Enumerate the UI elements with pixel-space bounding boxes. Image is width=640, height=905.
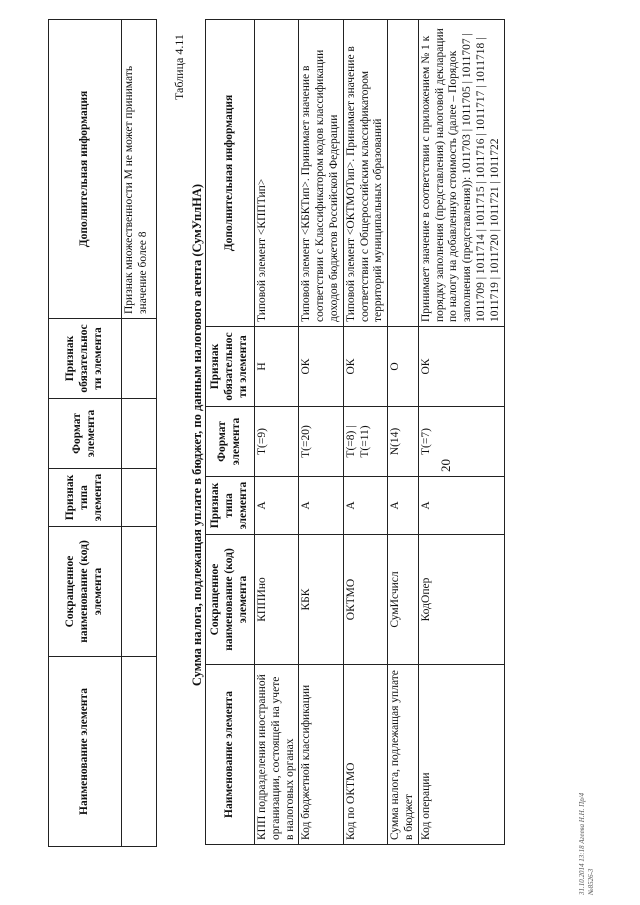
table-cell: КПП подразделения иностранной организации, состоящей на учете в налоговых органах	[255, 665, 299, 845]
header-cell: Наименование элемента	[206, 665, 255, 845]
header-cell: Признак обязательности элемента	[49, 319, 122, 399]
table-cell: T(=9)	[255, 407, 299, 477]
header-cell: Дополнительная информация	[206, 20, 255, 327]
table-cell: Принимает значение в соответствии с приложением № 1 к порядку заполнения (представления) налоговой декларации по налогу на добавленную стоимость (далее – Порядок заполнения (представления)): 1011703 | 1011705 | 1011707 | 1011709 | 1011714 | 1011715 | 1011716 | 1011717 | 1011718 | 1011719 | 1011720 | 1011721 | 1011722	[418, 20, 504, 327]
main-table	[205, 19, 505, 845]
table-cell: А	[388, 477, 419, 535]
table-cell: T(=7)	[418, 407, 504, 477]
header-cell: Наименование элемента	[49, 657, 122, 847]
table-cell: Код операции	[418, 665, 504, 845]
table-cell	[388, 20, 419, 327]
table-cell: А	[418, 477, 504, 535]
table-row	[122, 20, 157, 847]
header-cell: Дополнительная информация	[49, 20, 122, 319]
table-cell: Код бюджетной классификации	[299, 665, 343, 845]
table-cell: Код по ОКТМО	[343, 665, 387, 845]
table-cell: Признак множественности М не может принимать значение более 8	[122, 20, 157, 319]
table-cell: ОКТМО	[343, 535, 387, 665]
table-cell: ОК	[418, 327, 504, 407]
table-cell: КППИно	[255, 535, 299, 665]
table-cell: СумИсчисл	[388, 535, 419, 665]
table-cell: ОК	[343, 327, 387, 407]
table-cell	[122, 469, 157, 527]
table-cell: T(=20)	[299, 407, 343, 477]
footer-stamp: 31.10.2014 13:18 Агеева Н.Н. Пр/4 №8526-3	[578, 792, 595, 895]
table-cell: N(14)	[388, 407, 419, 477]
table-cell: T(=8) | T(=11)	[343, 407, 387, 477]
header-cell: Сокращенное наименование (код) элемента	[206, 535, 255, 665]
table-cell	[122, 399, 157, 469]
header-cell: Формат элемента	[206, 407, 255, 477]
header-cell: Признак обязательности элемента	[206, 327, 255, 407]
table-caption: Сумма налога, подлежащая уплате в бюджет, по данным налогового агента (СумУплНА)	[190, 183, 204, 687]
table-cell: Сумма налога, подлежащая уплате в бюджет	[388, 665, 419, 845]
table-label: Таблица 4.11	[172, 34, 186, 100]
header-cell: Сокращенное наименование (код) элемента	[49, 527, 122, 657]
table-cell: Типовой элемент <ОКТМОТип>. Принимает значение в соответствии с Общероссийским классификатором территорий муниципальных образований	[343, 20, 387, 327]
table-cell: Типовой элемент <КППТип>	[255, 20, 299, 327]
table-cell: ОК	[299, 327, 343, 407]
header-cell: Признак типа элемента	[206, 477, 255, 535]
top-table	[48, 19, 157, 847]
table-cell: О	[388, 327, 419, 407]
table-row	[418, 20, 504, 845]
table-cell: КБК	[299, 535, 343, 665]
page-number: 20	[438, 459, 453, 472]
table-row	[343, 20, 387, 845]
table-row	[388, 20, 419, 845]
header-cell: Формат элемента	[49, 399, 122, 469]
table-cell	[122, 657, 157, 847]
header-cell: Признак типа элемента	[49, 469, 122, 527]
top-table-header-row	[49, 20, 122, 847]
main-table-header-row	[206, 20, 255, 845]
table-cell: Н	[255, 327, 299, 407]
table-row	[255, 20, 299, 845]
table-cell: А	[255, 477, 299, 535]
table-cell	[122, 527, 157, 657]
table-cell: А	[343, 477, 387, 535]
table-row	[299, 20, 343, 845]
table-cell: А	[299, 477, 343, 535]
table-cell: КодОпер	[418, 535, 504, 665]
table-cell: Типовой элемент <КБКТип>. Принимает значение в соответствии с Классификатором кодов классификации доходов бюджетов Российской Федерации	[299, 20, 343, 327]
table-cell	[122, 319, 157, 399]
